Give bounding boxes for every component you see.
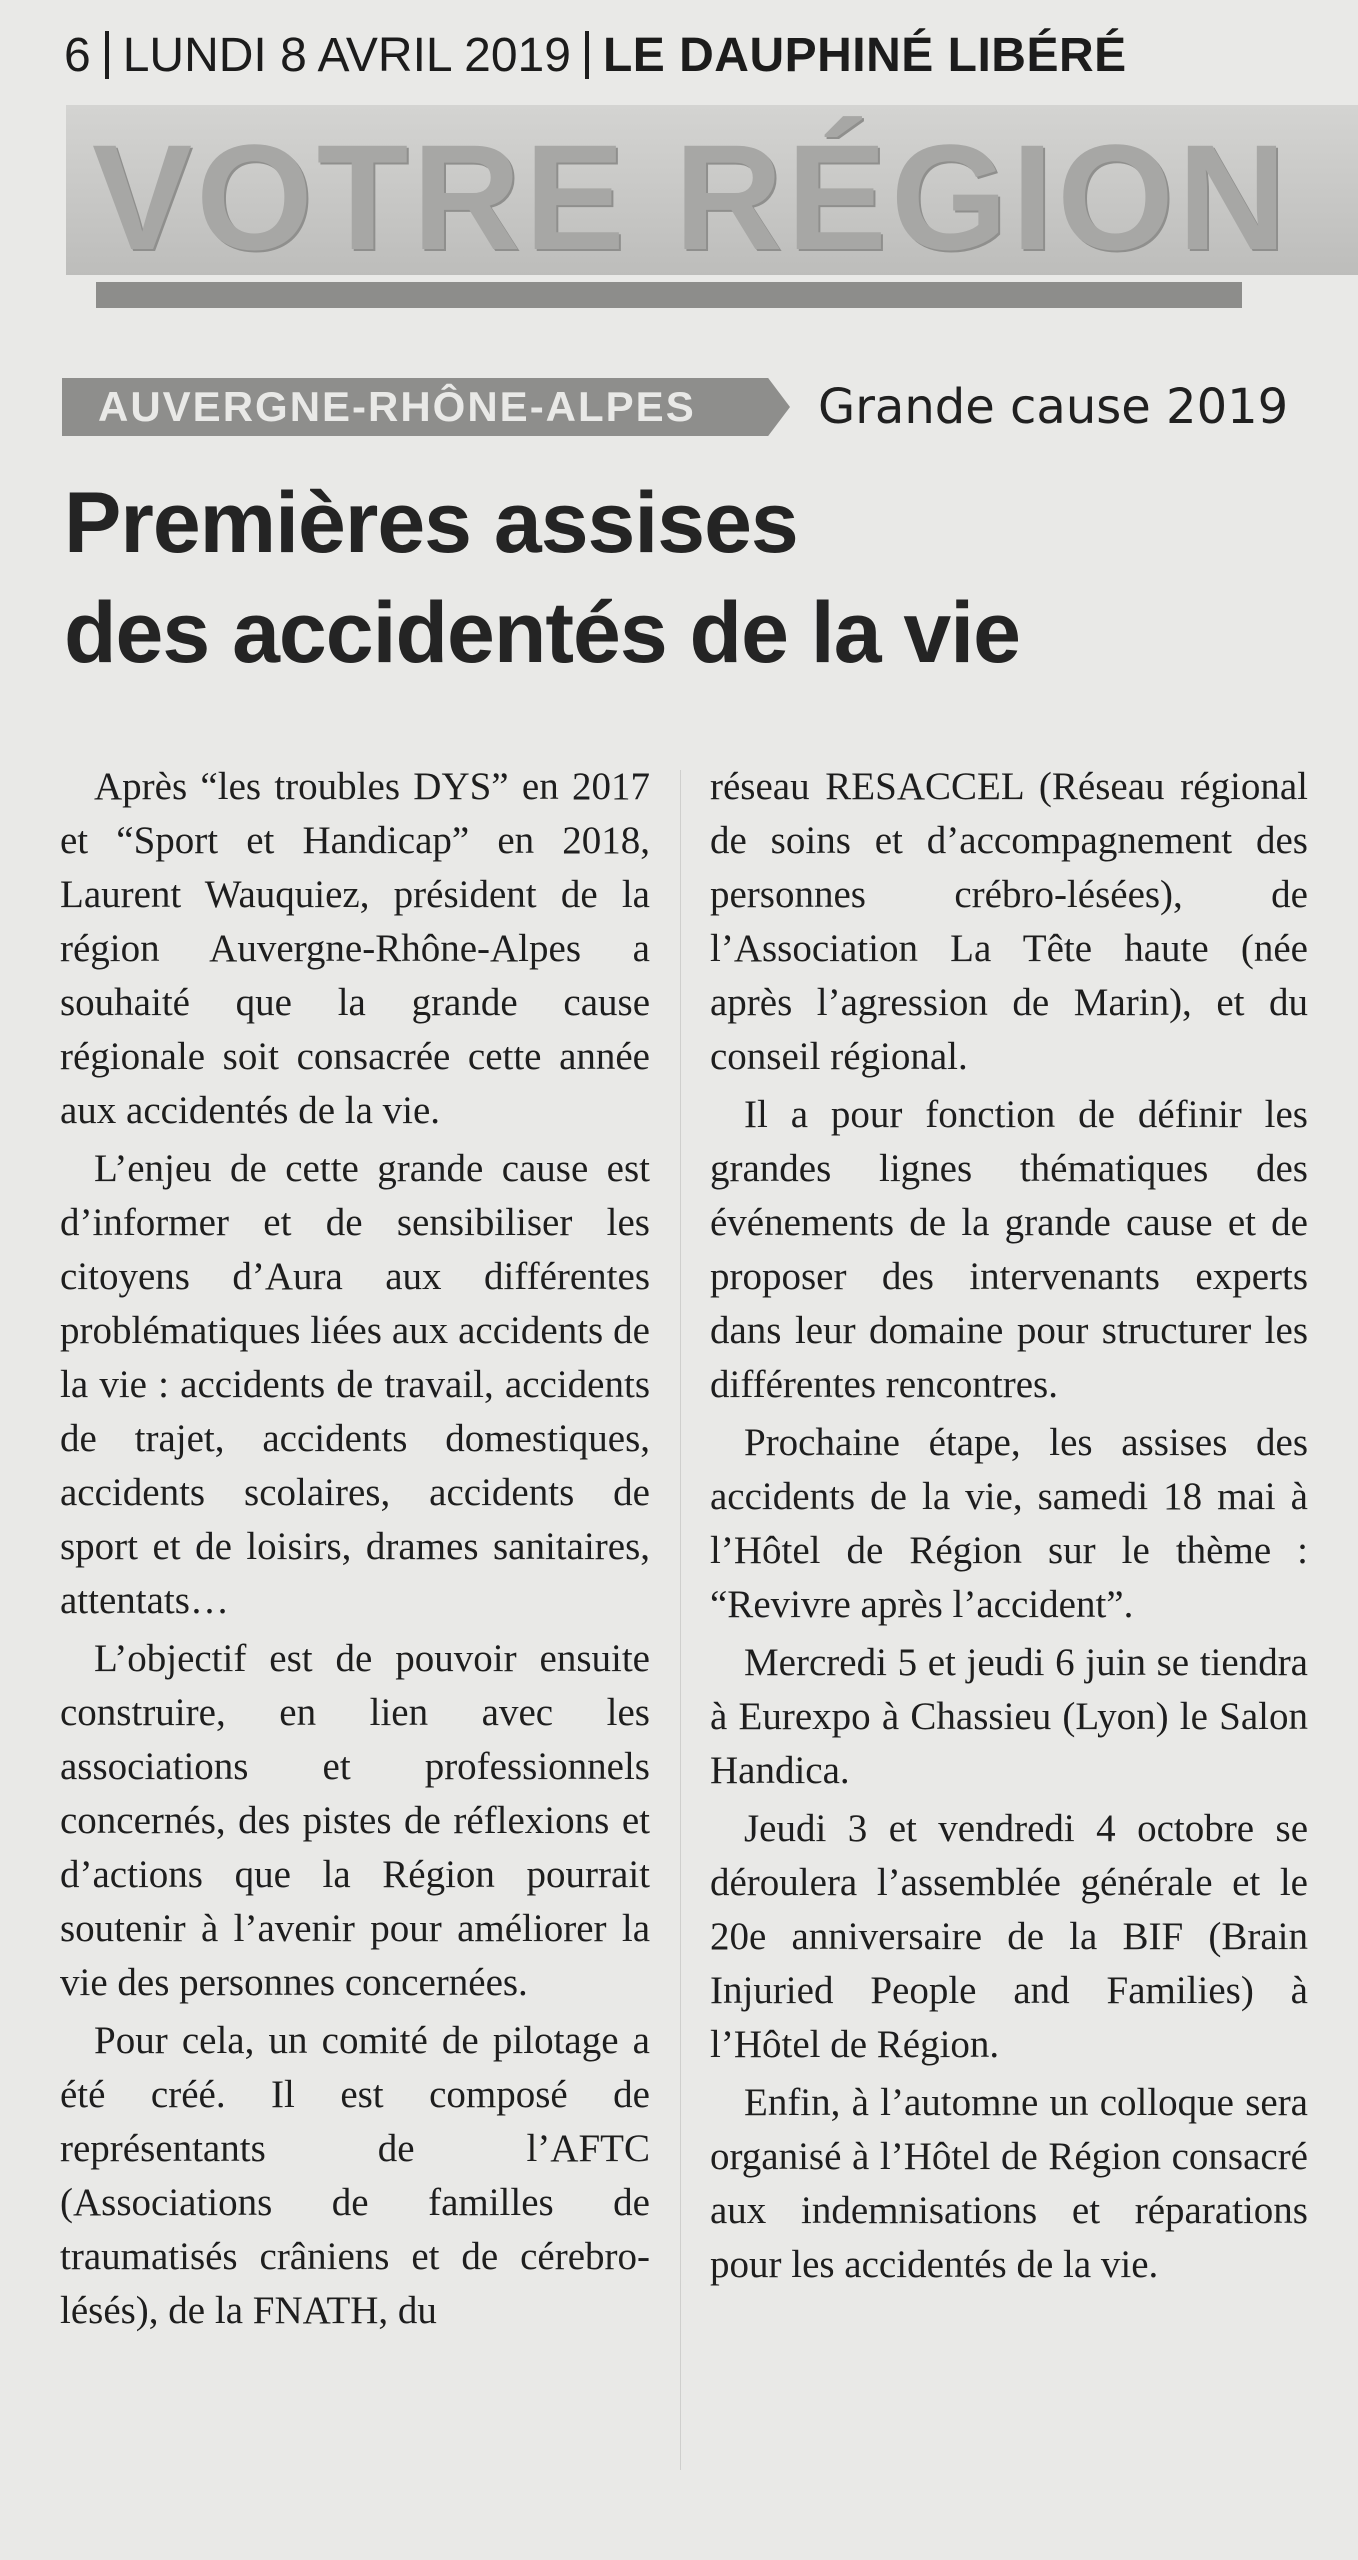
column-divider [680, 770, 681, 2470]
page-header [64, 20, 1127, 90]
header-separator [585, 31, 589, 79]
article-paragraph: Après “les troubles DYS” en 2017 et “Sport et Handicap” en 2018, Laurent Wauquiez, président de la région Auvergne-Rhône-Alpes a souhaité que la grande cause régionale soit consacrée cette année aux accidentés de la vie. [60, 765, 650, 1132]
article-paragraph: Enfin, à l’automne un colloque sera organisé à l’Hôtel de Région consacré aux indemnisations et réparations pour les accidentés de la vie. [710, 2081, 1308, 2286]
issue-date: LUNDI 8 AVRIL 2019 [122, 28, 571, 82]
article-paragraph: Mercredi 5 et jeudi 6 juin se tiendra à Eurexpo à Chassieu (Lyon) le Salon Handica. [710, 1641, 1308, 1792]
section-rule [96, 282, 1242, 308]
article-paragraph: Prochaine étape, les assises des accidents de la vie, samedi 18 mai à l’Hôtel de Région sur le thème : “Revivre après l’accident”. [710, 1421, 1308, 1626]
article-paragraph: Pour cela, un comité de pilotage a été créé. Il est composé de représentants de l’AFTC (Associations de familles de traumatisés crâniens et de cérebro-lésés), de la FNATH, du [60, 2019, 650, 2332]
article-paragraph: réseau RESACCEL (Réseau régional de soins et d’accompagnement des personnes crébro-lésées), de l’Association La Tête haute (née après l’agression de Marin), et du conseil régional. [710, 765, 1308, 1078]
article-kicker: Grande cause 2019 [818, 379, 1289, 435]
article-column-right [710, 760, 1308, 2296]
header-separator [105, 31, 109, 79]
headline-line-2: des accidentés de la vie [64, 585, 1020, 681]
article-column-left [60, 760, 650, 2342]
page-number: 6 [64, 28, 91, 82]
region-tag: AUVERGNE-RHÔNE-ALPES [98, 383, 696, 430]
article-headline [64, 468, 1304, 688]
headline-line-1: Premières assises [64, 475, 798, 571]
section-title: VOTRE RÉGION [92, 113, 1291, 281]
article-paragraph: L’objectif est de pouvoir ensuite construire, en lien avec les associations et professionnels concernés, des pistes de réflexions et d’actions que la Région pourrait soutenir à l’avenir pour améliorer la vie des personnes concernées. [60, 1637, 650, 2004]
article-paragraph: L’enjeu de cette grande cause est d’informer et de sensibiliser les citoyens d’Aura aux différentes problématiques liées aux accidents de la vie : accidents de travail, accidents de trajet, accidents domestiques, accidents scolaires, accidents de sport et de loisirs, drames sanitaires, attentats… [60, 1147, 650, 1622]
article-paragraph: Il a pour fonction de définir les grandes lignes thématiques des événements de la grande cause et de proposer des intervenants experts dans leur domaine pour structurer les différentes rencontres. [710, 1093, 1308, 1406]
article-paragraph: Jeudi 3 et vendredi 4 octobre se déroulera l’assemblée générale et le 20e anniversaire de la BIF (Brain Injuried People and Families) à l’Hôtel de Région. [710, 1807, 1308, 2066]
newspaper-name: LE DAUPHINÉ LIBÉRÉ [602, 28, 1127, 82]
